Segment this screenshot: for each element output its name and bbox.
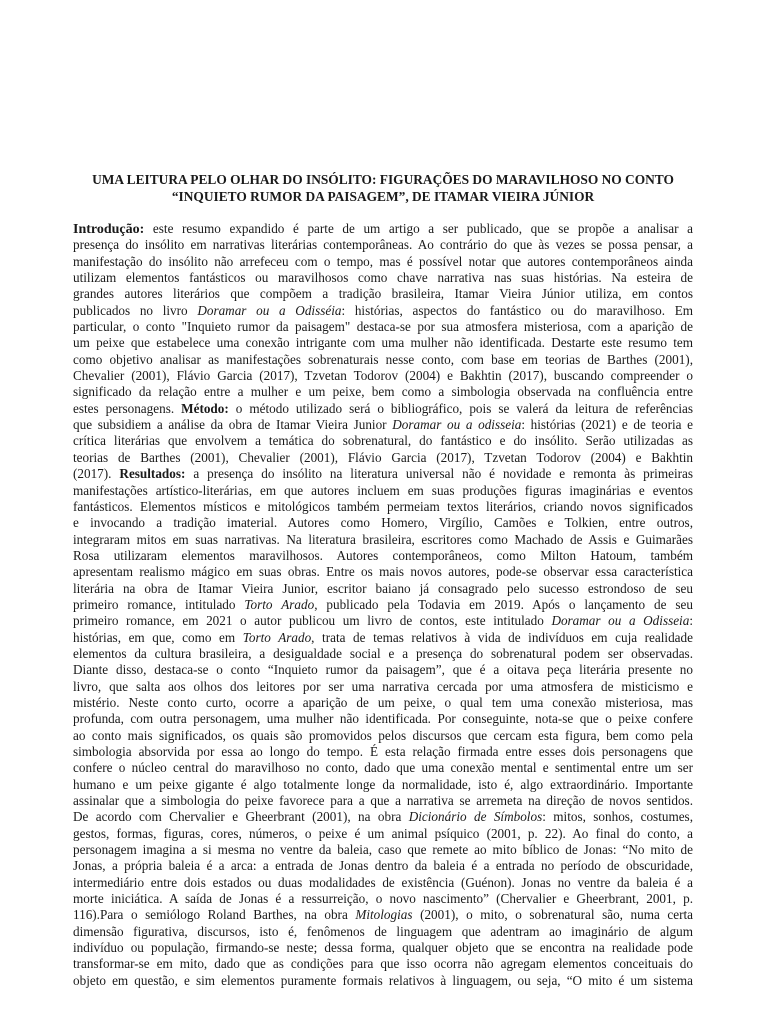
abstract-body: [73, 221, 693, 989]
text-line: 116).Para o semiólogo Roland Barthes, na obra Mitologias (2001), o mito, o sobrenatural são, numa certa: [73, 907, 693, 923]
text-line: particular, o conto "Inquieto rumor da paisagem" destaca-se por sua atmosfera misteriosa, com a aparição de: [73, 319, 693, 335]
book-title: Mitologias: [355, 907, 413, 923]
text-line: transformar-se em mito, dado que as condições para que isso ocorra não agregam elementos conceituais do: [73, 956, 693, 972]
text-line: crítica literárias que envolvem a temática do sobrenatural, do fantástico e do insólito. Serão utilizadas as: [73, 433, 693, 449]
text-line: integraram mitos em suas narrativas. Na literatura brasileira, escritores como Machado de Assis e Guimarães: [73, 531, 693, 547]
text-line: elementos da cultura brasileira, a desigualdade social e a presença do sobrenatural podem ser observadas.: [73, 645, 693, 661]
text-line: como objetivo analisar as manifestações sobrenaturais nesse conto, com base em teorias de Barthes (2001),: [73, 351, 693, 367]
page-title: [72, 171, 694, 205]
text-line: estes personagens. Método: o método utilizado será o bibliográfico, pois se valerá da leitura de referências: [73, 400, 693, 416]
text-line: Rosa utilizaram elementos maravilhosos. Autores contemporâneos, como Milton Hatoum, também: [73, 547, 693, 563]
text-line: objeto em questão, e sim elementos puramente formais relativos à linguagem, ou seja, “O mito é um sistema: [73, 972, 693, 988]
book-title: Torto Arado: [244, 596, 315, 612]
text-line: ao conto mais significados, os quais são promovidos pelos discursos que cercam esta figura, bem como pela: [73, 727, 693, 743]
text-line: morte iniciática. A saída de Jonas é a ressurreição, o novo nascimento” (Chervalier e Gheerbrant, 2001, p.: [73, 891, 693, 907]
text-line: grandes autores literários que compõem a tradição brasileira, Itamar Vieira Júnior utiliza, em contos: [73, 286, 693, 302]
text-line: mistério. Neste conto curto, ocorre a aparição de um peixe, o qual tem uma conexão misteriosa, mas: [73, 694, 693, 710]
book-title: Doramar ou a Odisséia: [197, 302, 342, 318]
text-line: publicados no livro Doramar ou a Odisséia: histórias, aspectos do fantástico ou do maravilhoso. Em: [73, 302, 693, 318]
text-line: fantásticos. Elementos místicos e mitológicos também permeiam textos literários, criando novos significados: [73, 498, 693, 514]
text-line: literária na obra de Itamar Vieira Junior, escritor baiano já consagrado pelo sucesso estrondoso de seu: [73, 580, 693, 596]
text-line: indivíduo ou população, firmando-se neste; dessa forma, qualquer objeto que se encontra na realidade pode: [73, 940, 693, 956]
text-line: primeiro romance, em 2021 o autor publicou um livro de contos, este intitulado Doramar ou a Odisseia:: [73, 613, 693, 629]
book-title: Torto Arado: [242, 629, 312, 645]
text-line: De acordo com Chervalier e Gheerbrant (2001), na obra Dicionário de Símbolos: mitos, sonhos, costumes,: [73, 809, 693, 825]
resultados-label: Resultados:: [119, 466, 186, 482]
text-line: humano e um peixe gigante é algo totalmente longe da normalidade, isto é, algo extraordinário. Importante: [73, 776, 693, 792]
text-line: Chevalier (2001), Flávio Garcia (2017), Tzvetan Todorov (2004) e Bakhtin (2017), buscando compreender o: [73, 368, 693, 384]
text-line: que subsidiem a análise da obra de Itamar Vieira Junior Doramar ou a odisseia: histórias (2021) e de teoria e: [73, 417, 693, 433]
text-line: um peixe que estabelece uma conexão intrigante com uma mulher não identificada. Destarte este resumo tem: [73, 335, 693, 351]
text-line: personagem imagina a si mesma no ventre da baleia, caso que remete ao mito bíblico de Jonas: “No mito de: [73, 842, 693, 858]
text-line: (2017). Resultados: a presença do insólito na literatura universal não é novidade e remonta às primeiras: [73, 466, 693, 482]
text-line: assinalar que a simbologia do peixe favorece para a que a narrativa se arremeta na direção de novos sentidos.: [73, 793, 693, 809]
text-line: profunda, com outra personagem, uma mulher não identificada. Por conseguinte, nota-se que o peixe confere: [73, 711, 693, 727]
text-line: presença do insólito em narrativas literárias contemporâneas. Ao contrário do que às vezes se possa pensar, a: [73, 237, 693, 253]
text-line: confere o núcleo central do maravilhoso no conto, dado que uma conexão mental e sentimental entre um ser: [73, 760, 693, 776]
text-line: simbologia absorvida por essa ao longo do tempo. É esta relação firmada entre esses dois personagens que: [73, 744, 693, 759]
text-line: gestos, formas, figuras, cores, números, o peixe é um animal psíquico (2001, p. 22). Ao final do conto, a: [73, 825, 693, 841]
text-line: significado da relação entre a mulher e um peixe, bem como a simbologia observada na confluência entre: [73, 384, 693, 400]
text-line: manifestações artístico-literárias, em que autores incluem em suas produções figuras imaginárias e eventos: [73, 482, 693, 498]
book-title: Doramar ou a odisseia: [392, 417, 522, 433]
text-line: Diante disso, destaca-se o conto “Inquieto rumor da paisagem”, que é a oitava peça literária presente no: [73, 662, 693, 678]
text-line: apresentam realismo mágico em suas obras. Entre os mais novos autores, pode-se observar essa característica: [73, 564, 693, 580]
title-line-2: “INQUIETO RUMOR DA PAISAGEM”, DE ITAMAR VIEIRA JÚNIOR: [171, 189, 595, 204]
text-line: e invocando a tradição imaterial. Autores como Homero, Virgílio, Camões e Tolkien, entre outros,: [73, 515, 693, 531]
text-line: utilizam elementos fantásticos ou maravilhosos como chave narrativa nas suas histórias. Na esteira de: [73, 270, 693, 286]
text-line: histórias, em que, como em Torto Arado, trata de temas relativos à vida de indivíduos em cuja realidade: [73, 629, 693, 645]
text-line: manifestação do insólito não arrefeceu com o tempo, mas é possível notar que autores contemporâneos ainda: [73, 253, 693, 269]
book-title: Doramar ou a Odisseia: [551, 613, 690, 629]
text-line: intermediário entre dois estados ou duas modalidades de existência (Guénon). Jonas no ventre da baleia é a: [73, 874, 693, 890]
text-line: dimensão figurativa, discursos, isto é, fenômenos de linguagem que adentram ao imaginário de algum: [73, 923, 693, 939]
title-line-1: UMA LEITURA PELO OLHAR DO INSÓLITO: FIGURAÇÕES DO MARAVILHOSO NO CONTO: [92, 172, 674, 187]
text-line: livro, que salta aos olhos dos leitores por ser uma narrativa cercada por uma atmosfera de misticismo e: [73, 678, 693, 694]
text-line: Jonas, a própria baleia é a arca: a entrada de Jonas dentro da baleia é a entrada no período de obscuridade,: [73, 858, 693, 874]
metodo-label: Método:: [181, 400, 229, 416]
text-line: primeiro romance, intitulado Torto Arado, publicado pela Todavia em 2019. Após o lançamento de seu: [73, 596, 693, 612]
text-line: Introdução: este resumo expandido é parte de um artigo a ser publicado, que se propõe a analisar a: [73, 221, 693, 237]
intro-label: Introdução:: [73, 222, 145, 237]
text-line: teorias de Barthes (2001), Chevalier (2001), Flávio Garcia (2017), Tzvetan Todorov (2004) e Bakhtin: [73, 449, 693, 465]
book-title: Dicionário de Símbolos: [408, 809, 543, 825]
